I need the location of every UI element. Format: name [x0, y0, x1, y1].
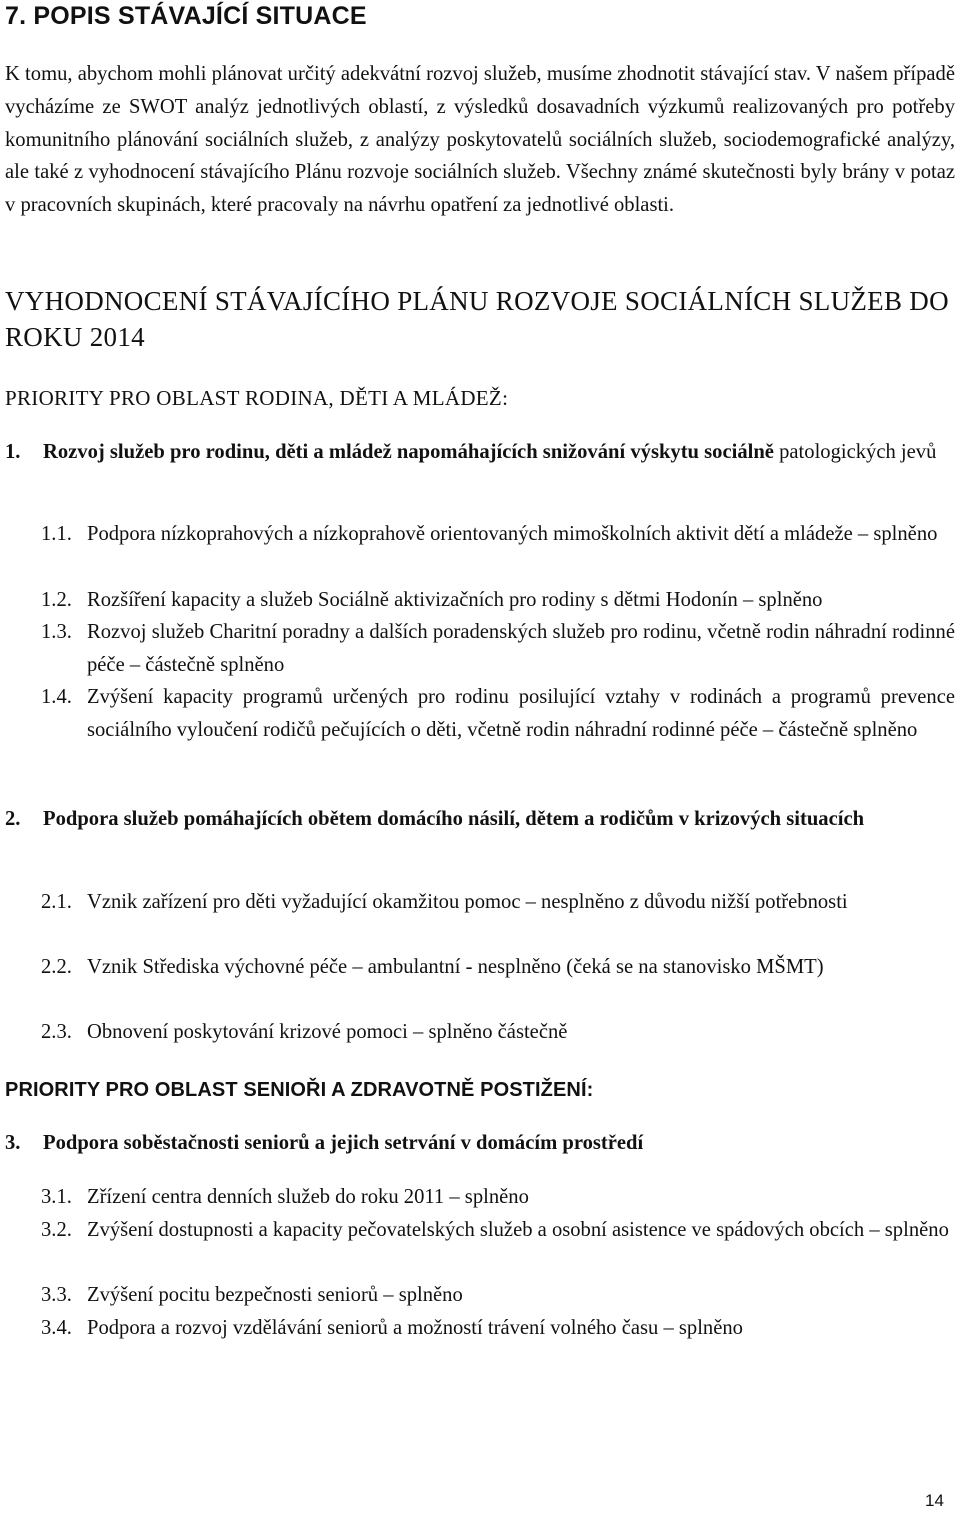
goal-item [41, 616, 955, 682]
item-number: 1.1. [41, 523, 72, 545]
item-number: 1.3. [41, 621, 72, 643]
item-number: 1.4. [41, 686, 72, 708]
item-number: 3.1. [41, 1186, 72, 1208]
goal-number: 2. [5, 808, 21, 830]
page-number: 14 [925, 1491, 944, 1510]
goal-3 [5, 1128, 955, 1158]
item-number: 3.3. [41, 1284, 72, 1306]
item-number: 2.3. [41, 1021, 72, 1043]
item-text: Podpora a rozvoj vzdělávání seniorů a možností trávení volného času – splněno [87, 1317, 743, 1339]
goal-title [43, 1128, 955, 1158]
section-heading: 7. POPIS STÁVAJÍCÍ SITUACE [5, 2, 367, 30]
item-text: Vznik Střediska výchovné péče – ambulantní - nesplněno (čeká se na stanovisko MŠMT) [87, 956, 824, 978]
item-number: 3.4. [41, 1317, 72, 1339]
evaluation-heading: VYHODNOCENÍ STÁVAJÍCÍHO PLÁNU ROZVOJE SOCIÁLNÍCH SLUŽEB DO ROKU 2014 [5, 286, 949, 352]
goal-number: 1. [5, 441, 21, 463]
goal-item [41, 681, 955, 747]
goal-item [41, 1181, 955, 1214]
item-text: Vznik zařízení pro děti vyžadující okamžitou pomoc – nesplněno z důvodu nižší potřebnosti [87, 891, 848, 913]
goal-item [41, 1279, 955, 1312]
goal-title-bold: Rozvoj služeb pro rodinu, děti a mládež napomáhajících snižování výskytu sociálně [43, 441, 774, 463]
goal-item [41, 951, 955, 984]
item-number: 2.2. [41, 956, 72, 978]
item-number: 1.2. [41, 589, 72, 611]
intro-paragraph: K tomu, abychom mohli plánovat určitý adekvátní rozvoj služeb, musíme zhodnotit stávající stav. V našem případě vycházíme ze SWOT analýz jednotlivých oblastí, z výsledků dosavadních výzkumů realizovaných pro potřeby komunitního plánování sociálních služeb, z analýzy poskytovatelů sociálních služeb, sociodemografické analýzy, ale také z vyhodnocení stávajícího Plánu rozvoje sociálních služeb. Všechny známé skutečnosti byly brány v potaz v pracovních skupinách, které pracovaly na návrhu opatření za jednotlivé oblasti. [5, 63, 955, 217]
goal-item [41, 886, 955, 919]
goal-title [43, 804, 955, 834]
item-text: Zřízení centra denních služeb do roku 2011 – splněno [87, 1186, 529, 1208]
goal-number: 3. [5, 1132, 21, 1154]
goal-title-rest: patologických jevů [779, 441, 937, 463]
item-text: Zvýšení pocitu bezpečnosti seniorů – splněno [87, 1284, 463, 1306]
goal-title-bold: Podpora služeb pomáhajících obětem domácího násilí, dětem a rodičům v krizových situacích [43, 808, 865, 830]
goal-item [41, 1016, 955, 1049]
goal-item [41, 1214, 955, 1247]
item-number: 3.2. [41, 1219, 72, 1241]
priority-heading-seniors: PRIORITY PRO OBLAST SENIOŘI A ZDRAVOTNĚ POSTIŽENÍ: [5, 1079, 594, 1101]
item-text: Zvýšení kapacity programů určených pro rodinu posilující vztahy v rodinách a programů prevence sociálního vyloučení rodičů pečujících o děti, včetně rodin náhradní rodinné péče – částečně splněno [87, 686, 955, 741]
item-text: Podpora nízkoprahových a nízkoprahově orientovaných mimoškolních aktivit dětí a mládeže – splněno [87, 523, 938, 545]
item-text: Obnovení poskytování krizové pomoci – splněno částečně [87, 1021, 568, 1043]
goal-2 [5, 804, 955, 834]
goal-item [41, 518, 955, 551]
item-text: Rozšíření kapacity a služeb Sociálně aktivizačních pro rodiny s dětmi Hodonín – splněno [87, 589, 823, 611]
goal-item [41, 1312, 955, 1345]
priority-heading-family: PRIORITY PRO OBLAST RODINA, DĚTI A MLÁDEŽ: [5, 386, 509, 410]
item-text: Rozvoj služeb Charitní poradny a dalších poradenských služeb pro rodinu, včetně rodin náhradní rodinné péče – částečně splněno [87, 621, 955, 676]
goal-1 [5, 437, 955, 467]
item-number: 2.1. [41, 891, 72, 913]
item-text: Zvýšení dostupnosti a kapacity pečovatelských služeb a osobní asistence ve spádových obcích – splněno [87, 1219, 949, 1241]
goal-title-bold: Podpora soběstačnosti seniorů a jejich setrvání v domácím prostředí [43, 1132, 644, 1154]
goal-title [43, 437, 955, 467]
goal-item [41, 584, 955, 617]
